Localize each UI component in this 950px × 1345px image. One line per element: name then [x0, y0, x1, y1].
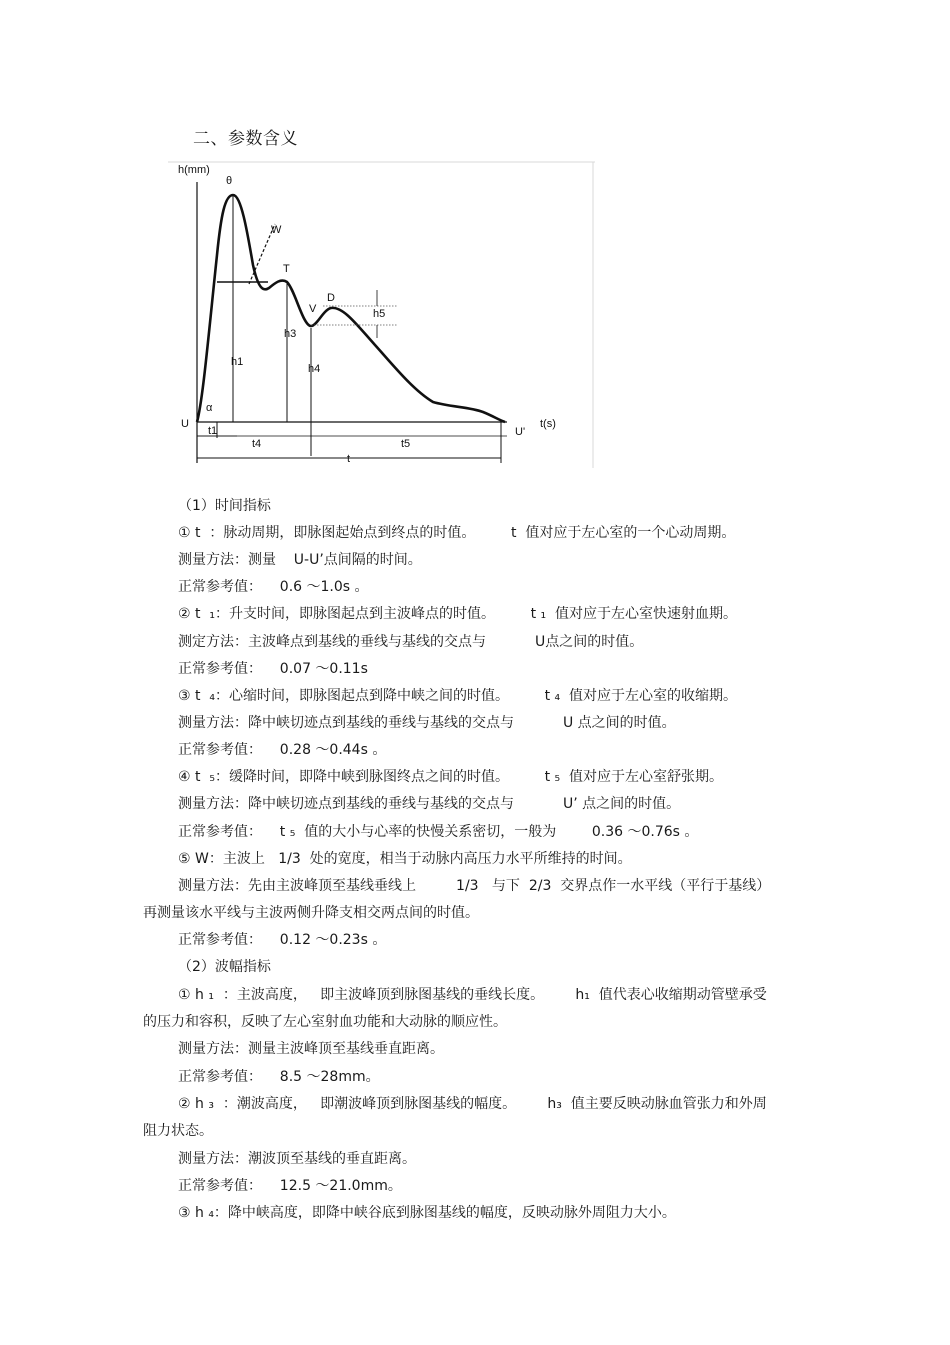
text-line: ⑤ W：主波上 1/3 处的宽度，相当于动脉内高压力水平所维持的时间。: [178, 851, 632, 867]
t1-label: t1: [208, 425, 218, 437]
text-line: （1）时间指标: [178, 498, 271, 514]
t5-label: t5: [401, 438, 411, 450]
text-line: ① t ：脉动周期，即脉图起始点到终点的时值。 t 值对应于左心室的一个心动周期。: [178, 525, 736, 541]
text-line: （2）波幅指标: [178, 959, 271, 975]
alpha-label: α: [206, 402, 213, 414]
x-axis-label: t(s): [540, 418, 556, 430]
text-line: 正常参考值： 0.28 ～0.44s 。: [178, 742, 387, 758]
w-label: W: [271, 224, 282, 236]
d-point-label: D: [327, 292, 335, 304]
text-line: 正常参考值： 0.6 ～1.0s 。: [178, 579, 369, 595]
section-title: 二、参数含义: [193, 129, 298, 149]
text-line: ③ h ₄：降中峡高度，即降中峡谷底到脉图基线的幅度，反映动脉外周阻力大小。: [178, 1205, 676, 1221]
text-line: ② t ₁：升支时间，即脉图起点到主波峰点的时值。 t ₁ 值对应于左心室快速射血期。: [178, 606, 738, 622]
t-point-label: T: [283, 263, 290, 275]
h3-label: h3: [284, 328, 297, 340]
theta-label: θ: [226, 175, 233, 187]
h4-label: h4: [308, 363, 321, 375]
text-line: 测量方法：降中峡切迹点到基线的垂线与基线的交点与 U 点之间的时值。: [178, 715, 676, 731]
text-line: 测量方法：潮波顶至基线的垂直距离。: [178, 1151, 416, 1167]
pulse-wave-diagram: [165, 160, 595, 468]
text-line: 正常参考值： 12.5 ～21.0mm。: [178, 1178, 402, 1194]
text-line: 测量方法：测量 U-U’点间隔的时间。: [178, 552, 422, 568]
text-line: ③ t ₄：心缩时间，即脉图起点到降中峡之间的时值。 t ₄ 值对应于左心室的收缩期。: [178, 688, 738, 704]
text-line: 阻力状态。: [143, 1123, 213, 1139]
text-line: ① h ₁ ：主波高度， 即主波峰顶到脉图基线的垂线长度。 h₁ 值代表心收缩期动管壁承受: [178, 987, 767, 1003]
text-line: 再测量该水平线与主波两侧升降支相交两点间的时值。: [143, 905, 479, 921]
text-line: 正常参考值： 0.12 ～0.23s 。: [178, 932, 387, 948]
pulse-wave-svg: [165, 160, 595, 468]
u-label: U: [181, 418, 189, 430]
v-point-label: V: [309, 303, 317, 315]
text-line: 正常参考值： 0.07 ～0.11s: [178, 661, 368, 677]
h5-label: h5: [373, 308, 386, 320]
text-line: ② h ₃ ：潮波高度， 即潮波峰顶到脉图基线的幅度。 h₃ 值主要反映动脉血管张力和外周: [178, 1096, 767, 1112]
text-line: 测量方法：测量主波峰顶至基线垂直距离。: [178, 1041, 444, 1057]
text-line: 测量方法：降中峡切迹点到基线的垂线与基线的交点与 U’ 点之间的时值。: [178, 796, 681, 812]
h1-label: h1: [231, 356, 244, 368]
text-line: 的压力和容积，反映了左心室射血功能和大动脉的顺应性。: [143, 1014, 507, 1030]
text-line: ④ t ₅：缓降时间，即降中峡到脉图终点之间的时值。 t ₅ 值对应于左心室舒张期。: [178, 769, 724, 785]
pulse-curve: [197, 195, 505, 422]
text-line: 测量方法：先由主波峰顶至基线垂线上 1/3 与下 2/3 交界点作一水平线（平行于基线）: [178, 878, 771, 894]
u-prime-label: U': [515, 426, 526, 438]
t4-label: t4: [252, 438, 262, 450]
y-axis-label: h(mm): [178, 164, 210, 176]
text-line: 测定方法：主波峰点到基线的垂线与基线的交点与 U点之间的时值。: [178, 634, 644, 650]
text-line: 正常参考值： 8.5 ～28mm。: [178, 1069, 380, 1085]
t-label: t: [347, 453, 351, 465]
text-line: 正常参考值： t ₅ 值的大小与心率的快慢关系密切，一般为 0.36 ～0.76s 。: [178, 824, 699, 840]
